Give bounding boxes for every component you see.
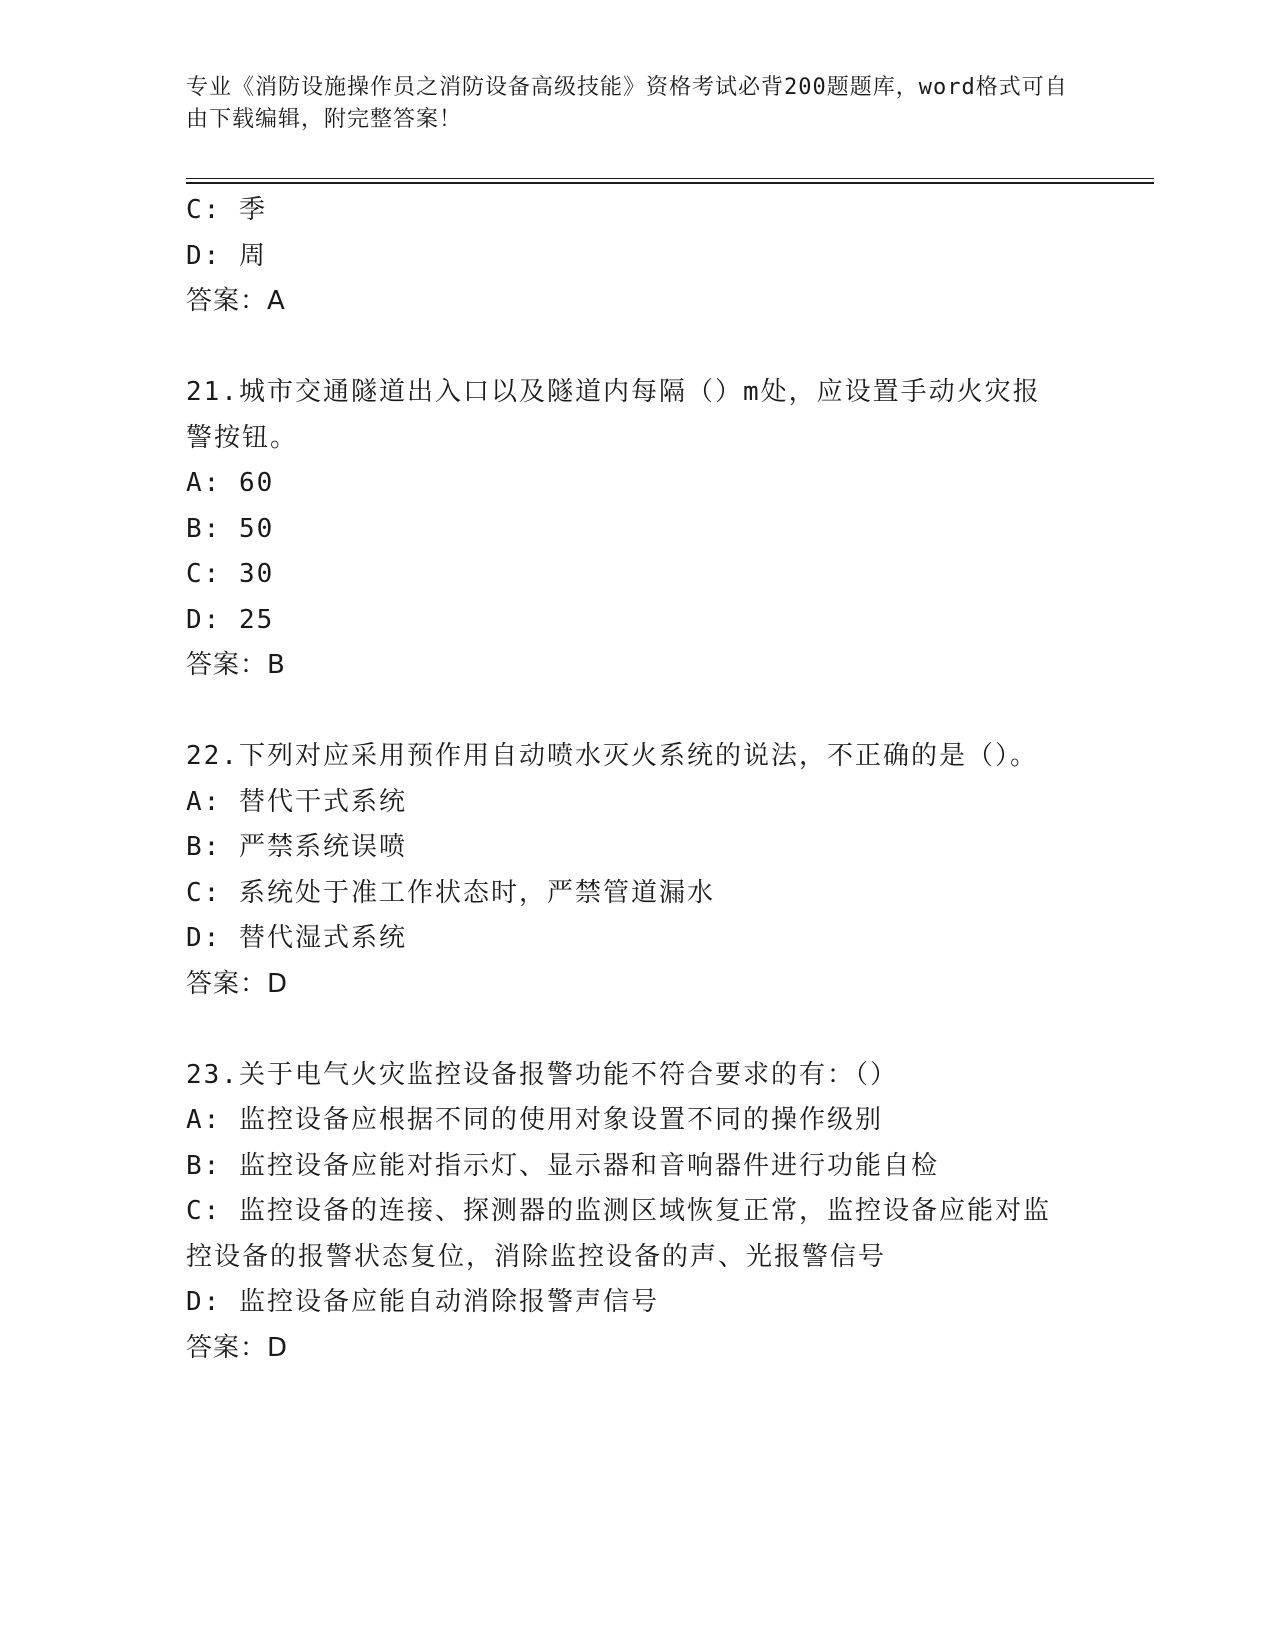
option-b: B: 监控设备应能对指示灯、显示器和音响器件进行功能自检 bbox=[186, 1150, 939, 1181]
question-23 bbox=[186, 1053, 1086, 1372]
question-stem-continued: 警按钮。 bbox=[186, 422, 299, 453]
question-stem: 21.城市交通隧道出入口以及隧道内每隔（）m处，应设置手动火灾报 bbox=[186, 377, 1041, 407]
answer-label: 答案：D bbox=[186, 968, 289, 999]
option-c: C: 监控设备的连接、探测器的监测区域恢复正常，监控设备应能对监 bbox=[186, 1196, 1051, 1226]
option-c: C: 30 bbox=[186, 559, 275, 589]
option-b: B: 严禁系统误喷 bbox=[186, 832, 407, 862]
option-a: A: 60 bbox=[186, 468, 275, 498]
header-rule-thick bbox=[186, 182, 1154, 184]
option-d: D: 周 bbox=[186, 240, 267, 271]
question-22 bbox=[186, 734, 1086, 1007]
option-d: D: 监控设备应能自动消除报警声信号 bbox=[186, 1287, 659, 1317]
option-a: A: 替代干式系统 bbox=[186, 786, 407, 817]
answer-label: 答案：D bbox=[186, 1332, 289, 1363]
question-20-tail bbox=[186, 188, 1086, 325]
answer-label: 答案：B bbox=[186, 650, 286, 680]
option-d: D: 25 bbox=[186, 604, 275, 635]
question-stem: 22.下列对应采用预作用自动喷水灭火系统的说法，不正确的是（）。 bbox=[186, 741, 1038, 771]
header-rule-thin bbox=[186, 178, 1154, 179]
option-a: A: 监控设备应根据不同的使用对象设置不同的操作级别 bbox=[186, 1105, 883, 1135]
option-b: B: 50 bbox=[186, 513, 275, 544]
option-c: C: 系统处于准工作状态时，严禁管道漏水 bbox=[186, 877, 715, 908]
answer-label: 答案：A bbox=[186, 286, 286, 316]
question-list bbox=[186, 188, 1086, 1371]
option-d: D: 替代湿式系统 bbox=[186, 923, 407, 953]
option-c-continued: 控设备的报警状态复位，消除监控设备的声、光报警信号 bbox=[186, 1241, 887, 1272]
option-c: C: 季 bbox=[186, 195, 267, 225]
document-header: 专业《消防设施操作员之消防设备高级技能》资格考试必背200题题库，word格式可自由下载编辑，附完整答案！ bbox=[186, 75, 1068, 132]
question-stem: 23.关于电气火灾监控设备报警功能不符合要求的有：（） bbox=[186, 1059, 898, 1090]
question-21 bbox=[186, 370, 1086, 689]
